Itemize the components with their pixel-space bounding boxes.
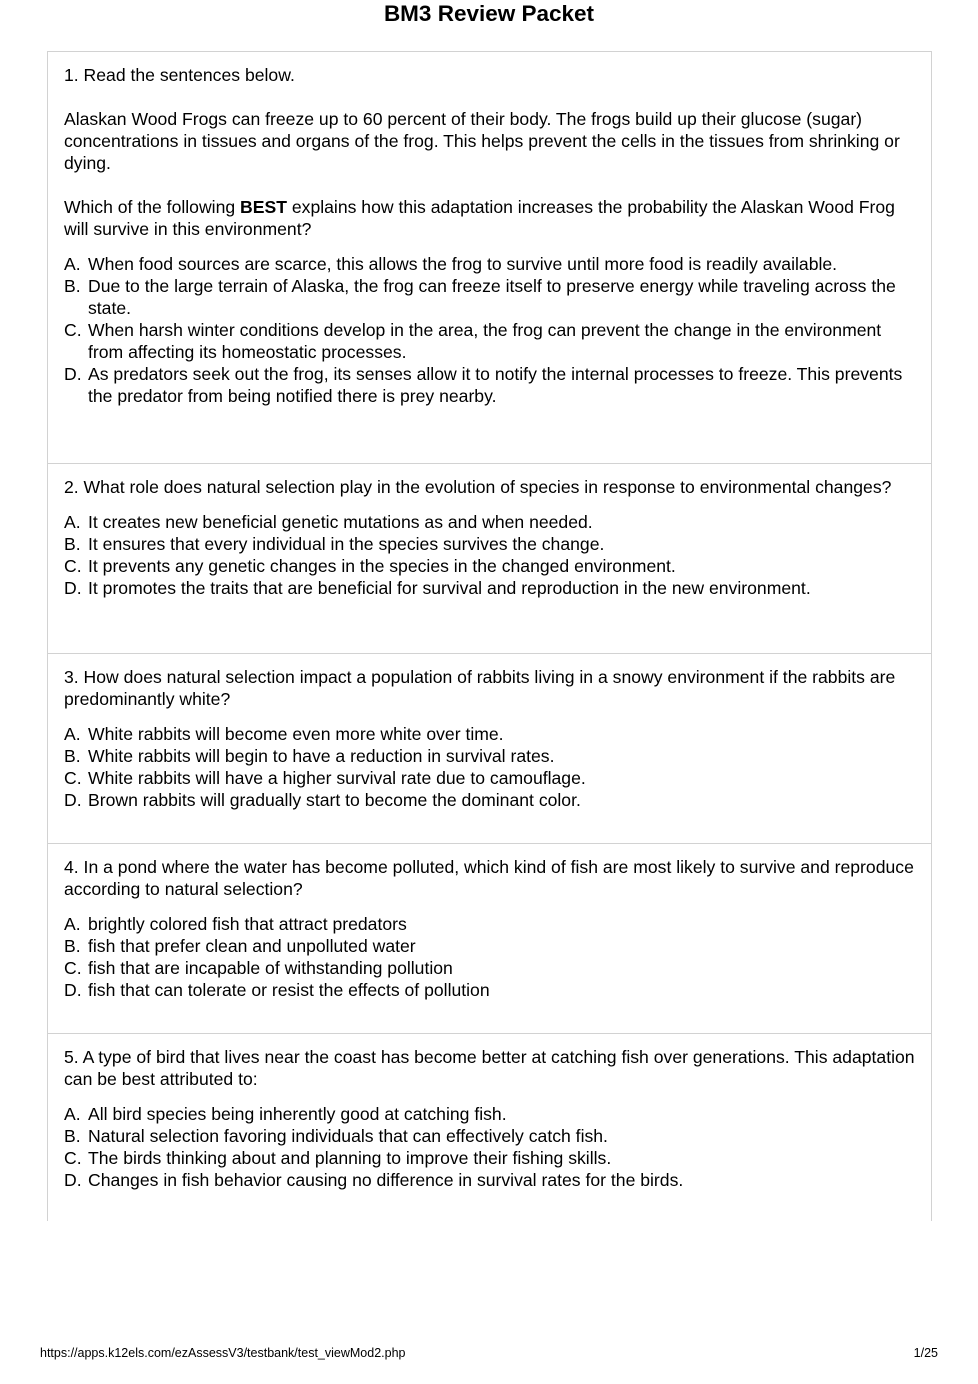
question-3-choice-d[interactable]: [64, 789, 915, 811]
question-4-stem: 4. In a pond where the water has become polluted, which kind of fish are most likely to survive and reproduce according to natural selection?: [64, 857, 914, 899]
question-2-choice-c[interactable]: [64, 555, 915, 577]
page-title: BM3 Review Packet: [383, 1, 595, 26]
question-1-choice-a[interactable]: [64, 253, 915, 275]
question-5-choices: [64, 1103, 915, 1191]
question-divider: [48, 463, 931, 464]
choice-letter: B.: [64, 746, 81, 766]
question-divider: [48, 843, 931, 844]
choice-text: It promotes the traits that are beneficial for survival and reproduction in the new environment.: [88, 578, 811, 598]
question-1-choices: [64, 253, 915, 407]
question-2-choices: [64, 511, 915, 599]
question-1-prompt: 1. Read the sentences below.: [64, 65, 295, 85]
question-4-choice-a[interactable]: [64, 913, 915, 935]
choice-text: When food sources are scarce, this allows the frog to survive until more food is readily available.: [88, 254, 838, 274]
choice-text: White rabbits will become even more white over time.: [88, 724, 504, 744]
question-1-choice-b[interactable]: [64, 275, 915, 319]
choice-text: As predators seek out the frog, its senses allow it to notify the internal processes to freeze. This prevents the predator from being notified there is prey nearby.: [88, 364, 903, 406]
question-4-choice-c[interactable]: [64, 957, 915, 979]
choice-text: Natural selection favoring individuals that can effectively catch fish.: [88, 1126, 608, 1146]
choice-text: Changes in fish behavior causing no difference in survival rates for the birds.: [88, 1170, 684, 1190]
question-5-choice-d[interactable]: [64, 1169, 915, 1191]
choice-letter: B.: [64, 1126, 81, 1146]
question-2-choice-a[interactable]: [64, 511, 915, 533]
question-2-stem: 2. What role does natural selection play in the evolution of species in response to environmental changes?: [64, 477, 892, 497]
question-4-choice-b[interactable]: [64, 935, 915, 957]
choice-text: It creates new beneficial genetic mutations as and when needed.: [88, 512, 593, 532]
choice-letter: D.: [64, 364, 82, 384]
choice-text: White rabbits will begin to have a reduction in survival rates.: [88, 746, 555, 766]
question-list: [47, 51, 932, 1221]
question-5: [48, 1046, 931, 1191]
question-5-choice-c[interactable]: [64, 1147, 915, 1169]
question-3: [48, 666, 931, 811]
choice-letter: D.: [64, 790, 82, 810]
choice-text: When harsh winter conditions develop in the area, the frog can prevent the change in the environment from affecting its homeostatic processes.: [88, 320, 882, 362]
question-4: [48, 856, 931, 1001]
choice-letter: D.: [64, 1170, 82, 1190]
choice-letter: C.: [64, 768, 82, 788]
question-2-choice-b[interactable]: [64, 533, 915, 555]
question-divider: [48, 653, 931, 654]
question-1-choice-c[interactable]: [64, 319, 915, 363]
question-1-stem: [64, 196, 915, 240]
choice-letter: A.: [64, 254, 81, 274]
question-5-choice-b[interactable]: [64, 1125, 915, 1147]
question-3-choice-c[interactable]: [64, 767, 915, 789]
question-2: [48, 476, 931, 599]
choice-letter: D.: [64, 578, 82, 598]
question-1-stem-start: Which of the following: [64, 197, 241, 217]
question-1-passage: Alaskan Wood Frogs can freeze up to 60 percent of their body. The frogs build up their glucose (sugar) concentrations in tissues and organs of the frog. This helps prevent the cells in the tissues from shrinking or dying.: [64, 109, 900, 173]
question-4-choices: [64, 913, 915, 1001]
question-divider: [48, 1033, 931, 1034]
question-5-choice-a[interactable]: [64, 1103, 915, 1125]
question-1-stem-emphasis: BEST: [240, 197, 287, 217]
question-3-stem: 3. How does natural selection impact a population of rabbits living in a snowy environment if the rabbits are predominantly white?: [64, 667, 896, 709]
choice-text: White rabbits will have a higher survival rate due to camouflage.: [88, 768, 586, 788]
choice-text: Brown rabbits will gradually start to become the dominant color.: [88, 790, 581, 810]
choice-text: brightly colored fish that attract predators: [88, 914, 407, 934]
question-4-choice-d[interactable]: [64, 979, 915, 1001]
choice-text: fish that are incapable of withstanding pollution: [88, 958, 453, 978]
choice-letter: A.: [64, 512, 81, 532]
choice-letter: B.: [64, 534, 81, 554]
choice-text: It prevents any genetic changes in the species in the changed environment.: [88, 556, 676, 576]
question-2-choice-d[interactable]: [64, 577, 915, 599]
choice-letter: D.: [64, 980, 82, 1000]
question-5-stem: 5. A type of bird that lives near the coast has become better at catching fish over generations. This adaptation can be best attributed to:: [64, 1047, 915, 1089]
choice-letter: A.: [64, 1104, 81, 1124]
choice-text: The birds thinking about and planning to improve their fishing skills.: [88, 1148, 612, 1168]
question-3-choice-a[interactable]: [64, 723, 915, 745]
choice-letter: C.: [64, 556, 82, 576]
question-3-choice-b[interactable]: [64, 745, 915, 767]
choice-letter: C.: [64, 320, 82, 340]
choice-text: It ensures that every individual in the species survives the change.: [88, 534, 605, 554]
question-1: [48, 64, 931, 407]
choice-letter: B.: [64, 276, 81, 296]
choice-letter: C.: [64, 958, 82, 978]
question-3-choices: [64, 723, 915, 811]
question-1-choice-d[interactable]: [64, 363, 915, 407]
footer-url: https://apps.k12els.com/ezAssessV3/testbank/test_viewMod2.php: [40, 1346, 406, 1360]
choice-text: All bird species being inherently good at catching fish.: [88, 1104, 507, 1124]
choice-letter: B.: [64, 936, 81, 956]
question-1-stem-end: explains how this adaptation increases the probability the Alaskan Wood Frog will survive in this environment?: [64, 197, 895, 239]
choice-text: fish that prefer clean and unpolluted water: [88, 936, 416, 956]
choice-letter: C.: [64, 1148, 82, 1168]
choice-text: fish that can tolerate or resist the effects of pollution: [88, 980, 490, 1000]
footer-page-number: 1/25: [913, 1346, 938, 1360]
choice-text: Due to the large terrain of Alaska, the frog can freeze itself to preserve energy while traveling across the state.: [88, 276, 896, 318]
choice-letter: A.: [64, 724, 81, 744]
choice-letter: A.: [64, 914, 81, 934]
